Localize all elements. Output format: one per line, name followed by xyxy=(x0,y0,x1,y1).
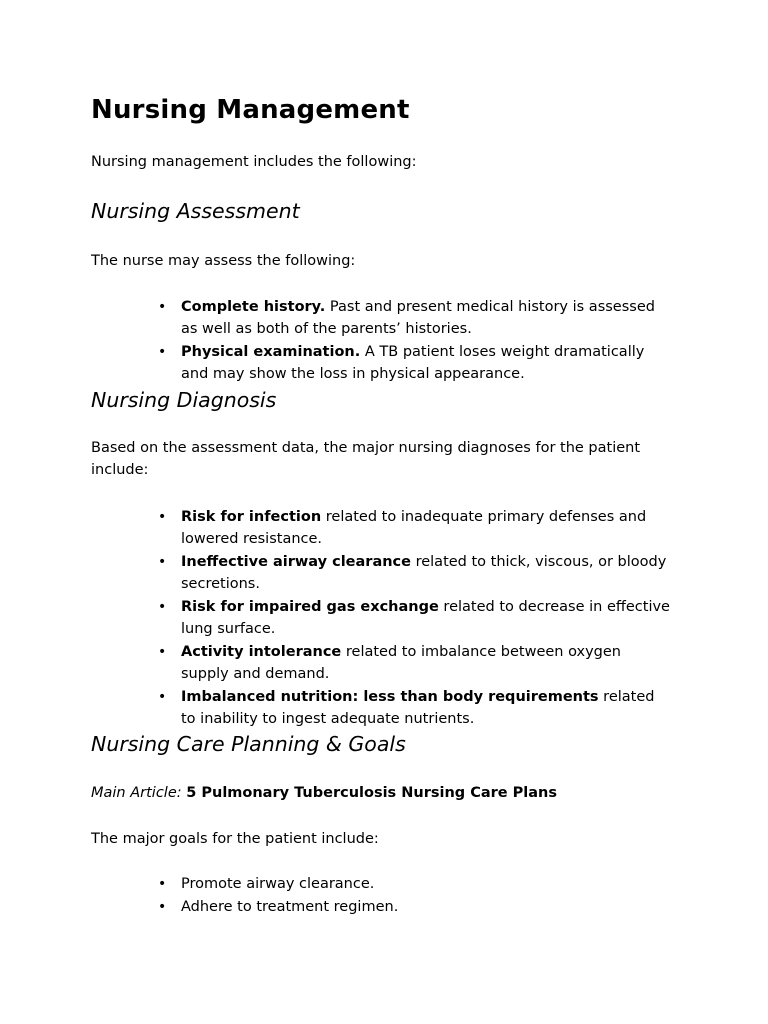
list-item-text: related to inadequate primary defenses and lowered resistance. xyxy=(181,509,647,547)
list-item-text: related to thick, viscous, or bloody secretions. xyxy=(181,554,667,592)
diagnosis-heading: Nursing Diagnosis xyxy=(91,388,277,412)
main-article-line xyxy=(91,782,651,804)
list-item-term: Risk for infection xyxy=(181,509,322,525)
assessment-list xyxy=(181,296,671,386)
list-item xyxy=(181,296,671,340)
diagnosis-list xyxy=(181,506,671,731)
list-item xyxy=(181,873,671,895)
list-item-text: Promote airway clearance. xyxy=(181,876,375,892)
list-item-term: Imbalanced nutrition: less than body requirements xyxy=(181,689,599,705)
list-item xyxy=(181,506,671,550)
list-item-term: Ineffective airway clearance xyxy=(181,554,411,570)
list-item-term: Complete history. xyxy=(181,299,326,315)
main-article-link[interactable]: 5 Pulmonary Tuberculosis Nursing Care Plans xyxy=(186,785,557,801)
list-item xyxy=(181,641,671,685)
list-item xyxy=(181,551,671,595)
intro-paragraph: Nursing management includes the following: xyxy=(91,154,417,170)
list-item xyxy=(181,596,671,640)
planning-heading: Nursing Care Planning & Goals xyxy=(91,732,406,756)
list-item-term: Activity intolerance xyxy=(181,644,342,660)
page-title: Nursing Management xyxy=(91,95,410,125)
assessment-heading: Nursing Assessment xyxy=(91,199,300,223)
list-item xyxy=(181,686,671,730)
list-item-text: A TB patient loses weight dramatically and may show the loss in physical appearance. xyxy=(181,344,645,382)
list-item-term: Physical examination. xyxy=(181,344,361,360)
list-item-text: related to decrease in effective lung surface. xyxy=(181,599,670,637)
list-item xyxy=(181,896,671,918)
planning-intro: The major goals for the patient include: xyxy=(91,831,379,847)
assessment-intro: The nurse may assess the following: xyxy=(91,253,356,269)
list-item-text: related to inability to ingest adequate nutrients. xyxy=(181,689,655,727)
list-item-term: Risk for impaired gas exchange xyxy=(181,599,439,615)
main-article-label: Main Article: xyxy=(91,785,182,801)
list-item-text: Adhere to treatment regimen. xyxy=(181,899,399,915)
goals-list xyxy=(181,873,671,919)
list-item xyxy=(181,341,671,385)
list-item-text: Past and present medical history is assessed as well as both of the parents’ histories. xyxy=(181,299,655,337)
list-item-text: related to imbalance between oxygen supply and demand. xyxy=(181,644,621,682)
diagnosis-intro: Based on the assessment data, the major nursing diagnoses for the patient include: xyxy=(91,440,641,478)
